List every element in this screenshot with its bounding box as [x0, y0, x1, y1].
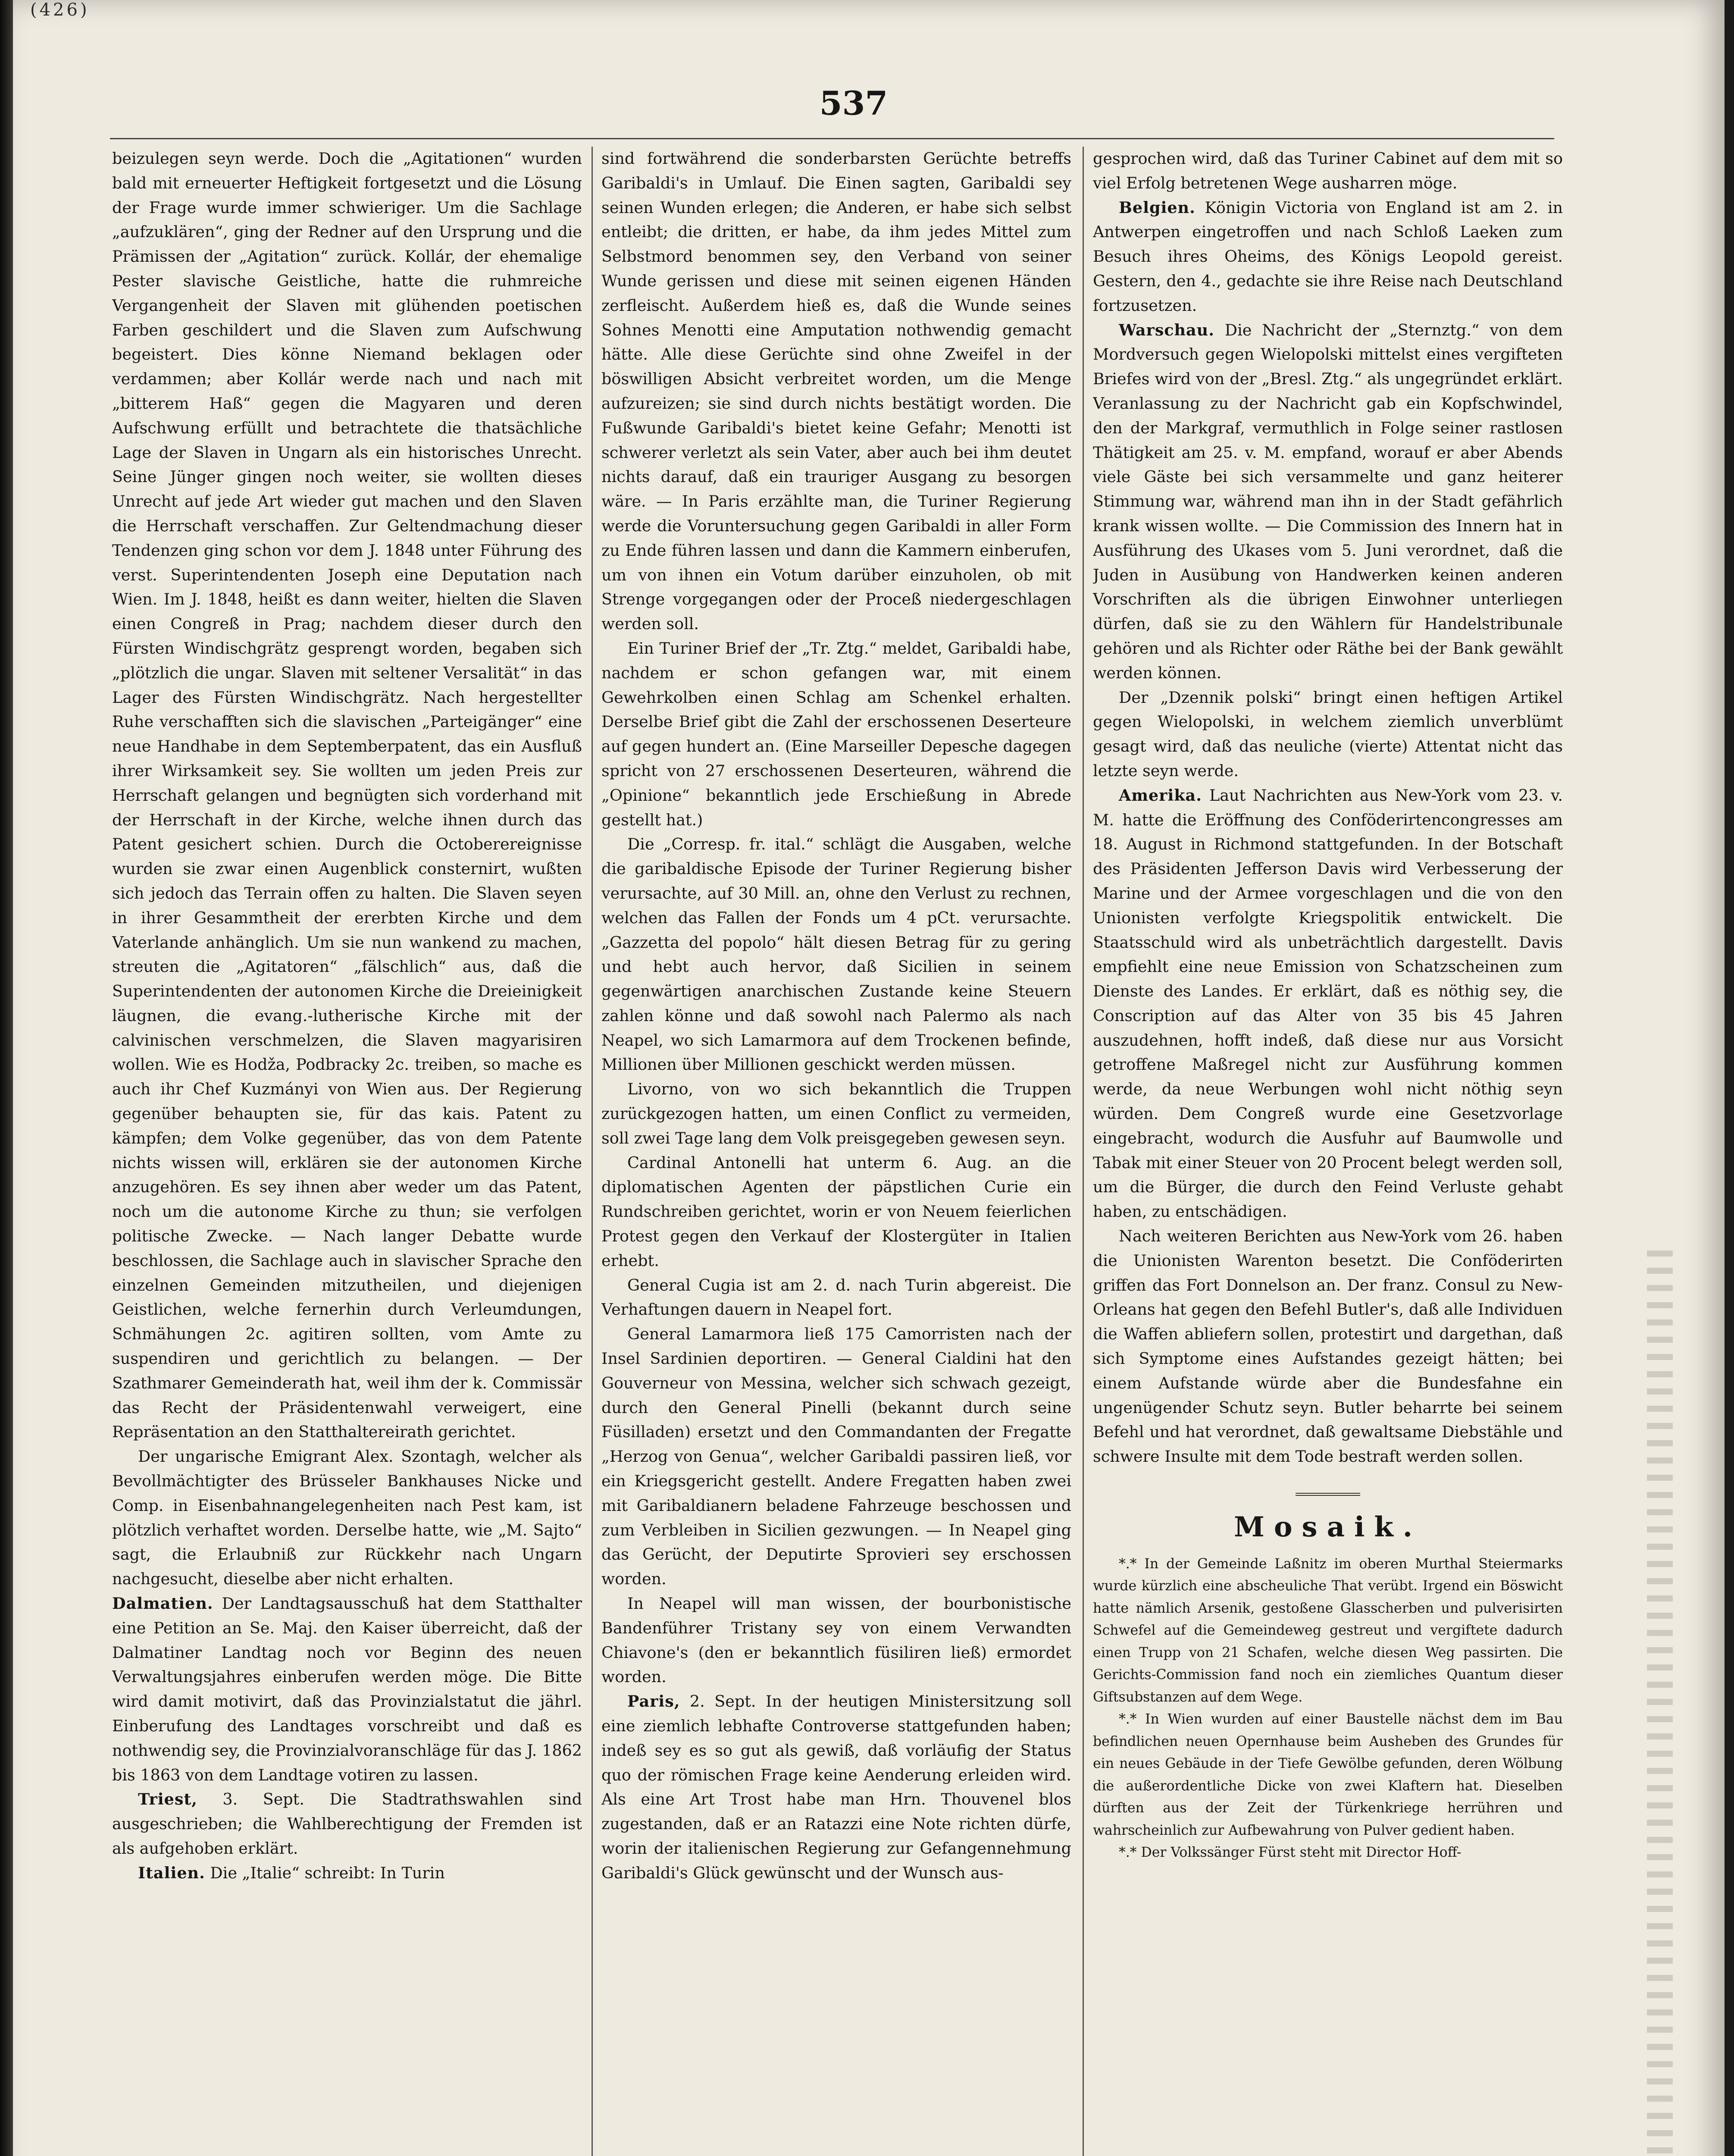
article-paragraph — [112, 147, 582, 1445]
paragraph-text: Cardinal Antonelli hat unterm 6. Aug. an die diplomatischen Agenten der päpstlichen Curie ein Rundschreiben gerichtet, worin er von Neuem feierlichen Protest gegen den Verkauf der Klostergüter in Italien erhebt. — [601, 1153, 1071, 1270]
article-paragraph — [601, 1151, 1071, 1273]
paragraph-text: Der „Dzennik polski“ bringt einen heftigen Artikel gegen Wielopolski, in welchem ziemlich unverblümt gesagt wird, daß das neuliche (vierte) Attentat nicht das letzte seyn werde. — [1093, 688, 1563, 780]
book-binding-edge — [0, 0, 13, 2156]
paragraph-text: Nach weiteren Berichten aus New-York vom 26. haben die Unionisten Warenton besetzt. Die Conföderirten griffen das Fort Donnelson an. Der franz. Consul zu New-Orleans hat gegen den Befehl Butler's, daß alle Individuen die Waffen abliefern sollen, protestirt und dargethan, daß sich Symptome eines Aufstandes gezeigt hätten; bei einem Aufstande würde aber die Bundesfahne ein ungenügender Schutz seyn. Butler beharrte bei seinem Befehl und hat verordnet, daß gewaltsame Diebstähle und schwere Insulte mit dem Tode bestraft werden sollen. — [1093, 1227, 1563, 1466]
column-2 — [601, 147, 1071, 2156]
edge-bleed — [1647, 1250, 1673, 2156]
article-paragraph — [1093, 686, 1563, 783]
section-heading: Dalmatien. — [112, 1594, 213, 1613]
article-paragraph — [601, 1592, 1071, 1689]
paragraph-text: Die „Corresp. fr. ital.“ schlägt die Ausgaben, welche die garibaldische Episode der Turiner Regierung bisher verursachte, auf 30 Mill. an, ohne den Verlust zu rechnen, welchen das Fallen der Fonds um 4 pCt. verursachte. „Gazzetta del popolo“ hält diesen Betrag für zu gering und hebt auch hervor, daß Sicilien in seinem gegenwärtigen anarchischen Zustande keine Steuern zahlen könne und daß sowohl nach Palermo als nach Neapel, wo sich Lamarmora auf dem Trockenen befinde, Millionen über Millionen geschickt werden müssen. — [601, 835, 1071, 1074]
article-paragraph — [1093, 147, 1563, 196]
section-divider — [1093, 1479, 1563, 1503]
article-paragraph — [601, 1273, 1071, 1322]
column-1 — [112, 147, 582, 2156]
section-heading: Italien. — [138, 1863, 205, 1882]
corner-mark: (426) — [30, 0, 90, 20]
header-rule — [110, 138, 1554, 139]
column-rule — [1083, 147, 1084, 2156]
article-paragraph — [601, 636, 1071, 832]
article-paragraph — [601, 1689, 1071, 1885]
article-paragraph — [1093, 318, 1563, 686]
paragraph-text: General Cugia ist am 2. d. nach Turin abgereist. Die Verhaftungen dauern in Neapel fort. — [601, 1275, 1071, 1319]
paragraph-text: Der Landtagsausschuß hat dem Statthalter eine Petition an Se. Maj. den Kaiser überreicht, daß der Dalmatiner Landtag noch vor Beginn des neuen Verwaltungsjahres einberufen werden möge. Die Bitte wird damit motivirt, daß das Provinzialstatut die jährl. Einberufung des Landtages vorschreibt und daß es nothwendig sey, die Provinzialvoranschläge für das J. 1862 bis 1863 von dem Landtage votiren zu lassen. — [112, 1594, 582, 1784]
article-paragraph — [112, 1861, 582, 1886]
paragraph-text: beizulegen seyn werde. Doch die „Agitationen“ wurden bald mit erneuerter Heftigkeit fortgesetzt und die Lösung der Frage wurde immer schwieriger. Um die Sachlage „aufzuklären“, ging der Redner auf den Ursprung und die Prämissen der „Agitation“ zurück. Kollár, der ehemalige Pester slavische Geistliche, hatte die ruhmreiche Vergangenheit der Slaven mit glühenden poetischen Farben geschildert und die Slaven zum Aufschwung begeistert. Dies könne Niemand beklagen oder verdammen; aber Kollár werde nach und nach mit „bitterem Haß“ gegen die Magyaren und deren Aufschwung erfüllt und betrachtete die thatsächliche Lage der Slaven in Ungarn als ein historisches Unrecht. Seine Jünger gingen noch weiter, sie wollten dieses Unrecht auf jede Art wieder gut machen und den Slaven die Herrschaft verschaffen. Zur Geltendmachung dieser Tendenzen ging schon vor dem J. 1848 unter Führung des verst. Superintendenten Joseph eine Deputation nach Wien. Im J. 1848, heißt es dann weiter, hielten die Slaven einen Congreß in Prag; nachdem dieser durch den Fürsten Windischgrätz gesprengt worden, begaben sich „plötzlich die ungar. Slaven mit seltener Versalität“ in das Lager des Fürsten Windischgrätz. Nach hergestellter Ruhe verschafften sich die slavischen „Parteigänger“ eine neue Handhabe in dem Septemberpatent, das ein Ausfluß ihrer Wirksamkeit sey. Sie wollten um jeden Preis zur Herrschaft gelangen und begnügten sich vorderhand mit der Herrschaft in der Kirche, welche ihnen durch das Patent gesichert schien. Durch die Octoberereignisse wurden sie zwar einen Augenblick consternirt, wußten sich jedoch das Terrain offen zu halten. Die Slaven seyen in ihrer Gesammtheit der ererbten Kirche und dem Vaterlande anhänglich. Um sie nun wankend zu machen, streuten die „Agitatoren“ „fälschlich“ aus, daß die Superintendenten der autonomen Kirche die Dreieinigkeit läugnen, die evang.-lutherische Kirche mit der calvinischen verschmelzen, die Slaven magyarisiren wollen. Wie es Hodža, Podbracky 2c. treiben, so mache es auch ihr Chef Kuzmányi von Wien aus. Der Regierung gegenüber behaupten sie, für das kais. Patent zu kämpfen; dem Volke gegenüber, das von dem Patente nichts wissen will, erklären sie der autonomen Kirche anzugehören. Es sey ihnen aber weder um das Patent, noch um die autonome Kirche zu thun; sie verfolgen politische Zwecke. — Nach langer Debatte wurde beschlossen, die Sachlage auch in slavischer Sprache den einzelnen Gemeinden mitzutheilen, und diejenigen Geistlichen, welche fernerhin durch Verleumdungen, Schmähungen 2c. agitiren sollten, vom Amte zu suspendiren und gerichtlich zu belangen. — Der Szathmarer Gemeinderath hat, weil ihm der k. Commissär das Recht der Präsidentenwahl verweigert, eine Repräsentation an den Statthaltereirath gerichtet. — [112, 149, 582, 1442]
section-title: Mosaik. — [1234, 1510, 1422, 1543]
mosaik-item: *.* Der Volkssänger Fürst steht mit Director Hoff- — [1119, 1845, 1462, 1861]
mosaik-item: *.* In Wien wurden auf einer Baustelle nächst dem im Bau befindlichen neuen Opernhause beim Ausheben des Grundes für ein neues Gebäude in der Tiefe Gewölbe gefunden, deren Wölbung die außerordentliche Dicke von zwei Klaftern hat. Dieselben dürften aus der Zeit der Türkenkriege herrühren und wahrscheinlich zur Aufbewahrung von Pulver gedient haben. — [1093, 1711, 1563, 1838]
section-heading: Paris, — [627, 1692, 680, 1711]
paragraph-text: 2. Sept. In der heutigen Ministersitzung soll eine ziemlich lebhafte Controverse stattgefunden haben; indeß sey es so gut als gewiß, daß vorläufig der Status quo der römischen Frage keine Aenderung erleiden wird. Als eine Art Trost habe man Hrn. Thouvenel blos zugestanden, daß er an Ratazzi eine Note richten dürfe, worin der italienischen Regierung zur Gefangennehmung Garibaldi's Glück gewünscht und der Wunsch aus- — [601, 1692, 1071, 1882]
article-paragraph — [601, 147, 1071, 636]
paragraph-text: Die Nachricht der „Sternztg.“ von dem Mordversuch gegen Wielopolski mittelst eines vergifteten Briefes wird von der „Bresl. Ztg.“ als ungegründet erklärt. Veranlassung zu der Nachricht gab ein Kopfschwindel, den der Markgraf, vermuthlich in Folge seiner rastlosen Thätigkeit am 25. v. M. empfand, worauf er aber Abends viele Gäste bei sich versammelte und ganz heiterer Stimmung war, während man ihn in der Stadt gefährlich krank wissen wollte. — Die Commission des Innern hat in Ausführung des Ukases vom 5. Juni verordnet, daß die Juden in Ausübung von Handwerken keinen anderen Vorschriften als die übrigen Einwohner unterliegen dürfen, daß sie zu den Wählern für Handelstribunale gehören und als Richter oder Räthe bei der Bank gewählt werden können. — [1093, 320, 1563, 682]
paragraph-text: In Neapel will man wissen, der bourbonistische Bandenführer Tristany sey von einem Verwandten Chiavone's (den er bekanntlich füsiliren ließ) ermordet worden. — [601, 1594, 1071, 1686]
article-paragraph — [1093, 196, 1563, 318]
section-heading: Amerika. — [1119, 786, 1202, 805]
paragraph-text: Königin Victoria von England ist am 2. in Antwerpen eingetroffen und nach Schloß Laeken zum Besuch ihres Oheims, des Königs Leopold gereist. Gestern, den 4., gedachte sie ihre Reise nach Deutschland fortzusetzen. — [1093, 198, 1563, 315]
paragraph-text: General Lamarmora ließ 175 Camorristen nach der Insel Sardinien deportiren. — General Cialdini hat den Gouverneur von Messina, welcher sich schwach gezeigt, durch den General Pinelli (bekannt durch seine Füsilladen) ersetzt und den Commandanten der Fregatte „Herzog von Genua“, welcher Garibaldi passiren ließ, vor ein Kriegsgericht gestellt. Andere Fregatten haben zwei mit Garibaldianern beladene Fahrzeuge beschossen und zum Verbleiben in Sicilien gezwungen. — In Neapel ging das Gerücht, der Deputirte Sprovieri sey erschossen worden. — [601, 1325, 1071, 1589]
column-rule — [592, 147, 593, 2156]
article-paragraph — [601, 1077, 1071, 1150]
section-heading: Warschau. — [1119, 320, 1214, 339]
section-heading: Belgien. — [1119, 198, 1196, 217]
page-number: 537 — [819, 84, 888, 122]
article-paragraph — [1093, 1224, 1563, 1469]
article-paragraph — [601, 832, 1071, 1077]
article-paragraph — [112, 1592, 582, 1787]
section-heading: Triest, — [138, 1790, 197, 1809]
column-3 — [1093, 147, 1563, 2156]
paragraph-text: gesprochen wird, daß das Turiner Cabinet auf dem mit so viel Erfolg betretenen Wege ausharren möge. — [1093, 149, 1563, 192]
article-paragraph — [112, 1787, 582, 1861]
paragraph-text: Laut Nachrichten aus New-York vom 23. v. M. hatte die Eröffnung des Conföderirtencongresses am 18. August in Richmond stattgefunden. In der Botschaft des Präsidenten Jefferson Davis wird Verbesserung der Marine und der Armee vorgeschlagen und die von den Unionisten verfolgte Kriegspolitik entwickelt. Die Staatsschuld wird als unbeträchtlich dargestellt. Davis empfiehlt eine neue Emission von Schatzscheinen zum Dienste des Landes. Er erklärt, daß es nöthig sey, die Conscription auf das Alter von 35 bis 45 Jahren auszudehnen, hofft indeß, daß diese nur aus Vorsicht getroffene Maßregel nicht zur Ausführung kommen werde, da neue Werbungen wohl nicht nöthig seyn würden. Dem Congreß wurde eine Gesetzvorlage eingebracht, wodurch die Ausfuhr auf Baumwolle und Tabak mit einer Steuer von 20 Procent belegt werden soll, um die Bürger, die durch den Feind Verluste gehabt haben, zu entschädigen. — [1093, 786, 1563, 1221]
paragraph-text: Die „Italie“ schreibt: In Turin — [205, 1863, 445, 1882]
paragraph-text: Der ungarische Emigrant Alex. Szontagh, welcher als Bevollmächtigter des Brüsseler Bankhauses Nicke und Comp. in Eisenbahnangelegenheiten nach Pest kam, ist plötzlich verhaftet worden. Derselbe hatte, wie „M. Sajto“ sagt, die Erlaubniß zur Rückkehr nach Ungarn nachgesucht, dieselbe aber nicht erhalten. — [112, 1447, 582, 1589]
paragraph-text: Livorno, von wo sich bekanntlich die Truppen zurückgezogen hatten, um einen Conflict zu vermeiden, soll zwei Tage lang dem Volk preisgegeben gewesen seyn. — [601, 1080, 1071, 1147]
article-paragraph — [1093, 783, 1563, 1224]
paragraph-text: Ein Turiner Brief der „Tr. Ztg.“ meldet, Garibaldi habe, nachdem er schon gefangen war, mit einem Gewehrkolben einen Schlag am Schenkel erhalten. Derselbe Brief gibt die Zahl der erschossenen Deserteure auf gegen hundert an. (Eine Marseiller Depesche dagegen spricht von 27 erschossenen Deserteuren, während die „Opinione“ bekanntlich jede Erschießung in Abrede gestellt hat.) — [601, 639, 1071, 829]
paragraph-text: 3. Sept. Die Stadtrathswahlen sind ausgeschrieben; die Wahlberechtigung der Fremden ist als aufgehoben erklärt. — [112, 1790, 582, 1858]
paragraph-text: sind fortwährend die sonderbarsten Gerüchte betreffs Garibaldi's in Umlauf. Die Einen sagten, Garibaldi sey seinen Wunden erlegen; die Anderen, er habe sich selbst entleibt; die dritten, er habe, da ihm jedes Mittel zum Selbstmord benommen sey, den Verband von seiner Wunde gerissen und diese mit seinen eigenen Händen zerfleischt. Außerdem hieß es, daß die Wunde seines Sohnes Menotti eine Amputation nothwendig gemacht hätte. Alle diese Gerüchte sind ohne Zweifel in der böswilligen Absicht verbreitet worden, um die Menge aufzureizen; sie sind durch nichts bestätigt worden. Die Fußwunde Garibaldi's bietet keine Gefahr; Menotti ist schwerer verletzt als sein Vater, aber auch bei ihm deutet nichts darauf, daß ein trauriger Ausgang zu besorgen wäre. — In Paris erzählte man, die Turiner Regierung werde die Voruntersuchung gegen Garibaldi in aller Form zu Ende führen lassen und dann die Kammern einberufen, um von ihnen ein Votum darüber einzuholen, ob mit Strenge vorgegangen oder der Proceß niedergeschlagen werden soll. — [601, 149, 1071, 633]
article-paragraph — [112, 1445, 582, 1592]
mosaik-item: *.* In der Gemeinde Laßnitz im oberen Murthal Steiermarks wurde kürzlich eine abscheuliche That verübt. Irgend ein Böswicht hatte nämlich Arsenik, gestoßene Glasscherben und pulverisirten Schwefel auf die Gemeindeweg gestreut und vergiftete dadurch einen Trupp von 21 Schafen, welche diesen Weg passirten. Die Gerichts-Commission fand noch ein ziemliches Quantum dieser Giftsubstanzen auf dem Wege. — [1093, 1556, 1563, 1705]
article-paragraph — [601, 1322, 1071, 1592]
